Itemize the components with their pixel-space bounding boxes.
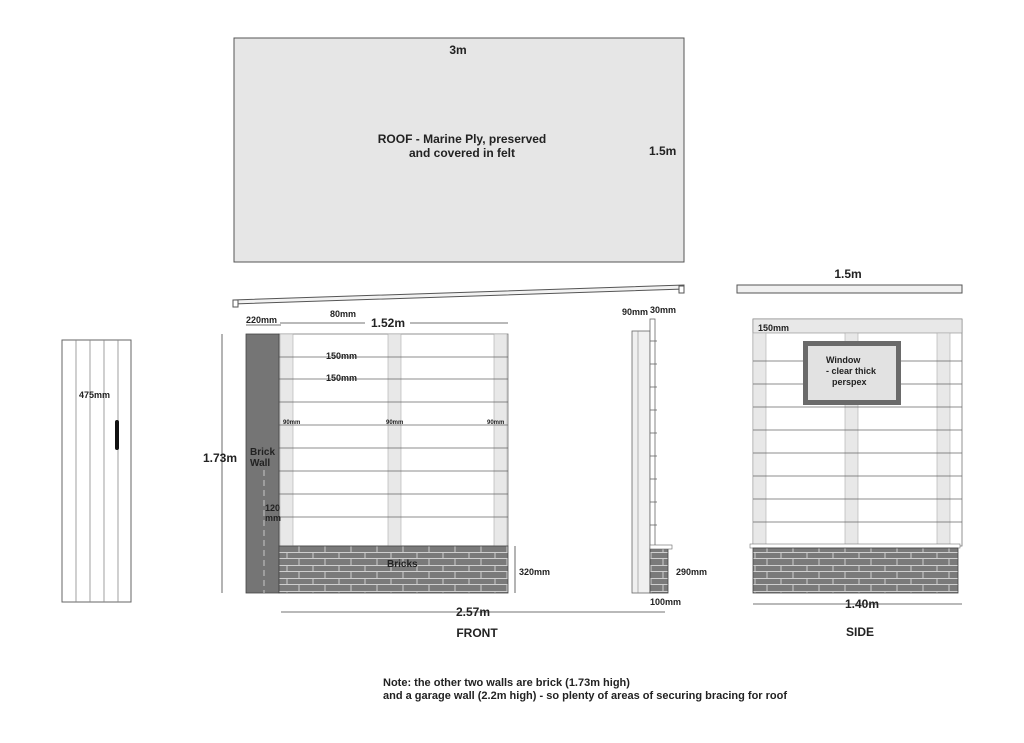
- front-stud-right: [494, 334, 507, 546]
- front-stud-middle: [386, 334, 404, 546]
- note: [383, 677, 787, 702]
- window-label-line1: Window: [826, 355, 861, 365]
- wall-thickness-line2: mm: [265, 513, 282, 523]
- front-height-label: 1.73m: [203, 451, 238, 465]
- base-height-label: 320mm: [519, 567, 551, 577]
- section-stud: [632, 331, 650, 593]
- stud-label-right: 90mm: [487, 420, 505, 426]
- brick-wall-label-line2: Wall: [250, 458, 271, 469]
- roof-plan: [234, 38, 684, 262]
- total-width-label: 2.57m: [455, 605, 491, 619]
- wall-section: [622, 305, 707, 607]
- side-stud-left: [753, 333, 766, 546]
- door-width-label: 475mm: [79, 390, 111, 400]
- brick-wall-label-line1: Brick: [250, 447, 276, 458]
- note-line1: Note: the other two walls are brick (1.73m high): [383, 677, 630, 689]
- door-outline: [62, 340, 131, 602]
- board1-label: 150mm: [326, 351, 358, 361]
- side-stud-right: [937, 333, 950, 546]
- stud-label-middle: 90mm: [386, 420, 404, 426]
- window-label-line3: perspex: [832, 377, 867, 387]
- door-handle: [115, 420, 119, 450]
- side-roof-depth-label: 1.5m: [834, 267, 862, 281]
- side-brick-base: [753, 548, 958, 593]
- side-roof-slab: [737, 285, 962, 293]
- roof-title-line1: ROOF - Marine Ply, preserved: [377, 132, 547, 146]
- section-brick-base: [650, 548, 668, 593]
- front-elevation: [203, 285, 684, 640]
- side-elevation: [737, 267, 962, 639]
- section-cladding: [650, 319, 655, 546]
- side-board-label: 150mm: [758, 323, 790, 333]
- roof-title-line2: and covered in felt: [408, 146, 516, 160]
- roof-width-label: 3m: [449, 43, 467, 57]
- side-caption: SIDE: [845, 625, 875, 639]
- wall-thickness-line1: 120: [265, 503, 281, 513]
- window-label-line2: - clear thick: [826, 366, 877, 376]
- section-top-label-b: 30mm: [650, 305, 677, 315]
- note-line2: and a garage wall (2.2m high) - so plenty of areas of securing bracing for roof: [383, 690, 788, 702]
- front-stud-left: [280, 334, 293, 546]
- side-width-label: 1.40m: [844, 597, 880, 611]
- bricks-label: Bricks: [387, 559, 418, 570]
- section-base-width-label: 100mm: [650, 597, 682, 607]
- front-roof-slab: [233, 285, 684, 304]
- roof-depth-label: 1.5m: [649, 144, 677, 158]
- front-span-label: 1.52m: [370, 316, 406, 330]
- section-top-label-a: 90mm: [622, 307, 649, 317]
- stud-label-left: 90mm: [283, 420, 301, 426]
- section-base-height-label: 290mm: [676, 567, 708, 577]
- post-offset-label: 220mm: [246, 315, 278, 325]
- post-width-label: 80mm: [330, 309, 357, 319]
- door-elevation: [62, 340, 131, 602]
- front-caption: FRONT: [456, 626, 498, 640]
- board2-label: 150mm: [326, 373, 358, 383]
